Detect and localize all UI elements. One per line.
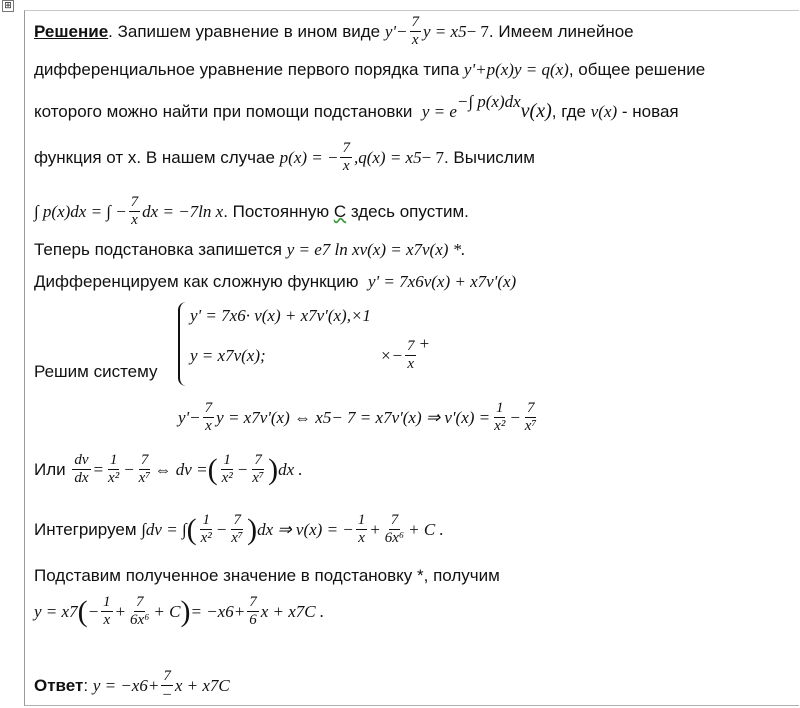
math-text: 7	[233, 512, 241, 528]
math-text: x⁷	[231, 530, 244, 546]
fraction	[492, 400, 507, 435]
parenthesis: )	[180, 594, 191, 628]
math-text: Теперь подстановка запишется	[34, 240, 282, 259]
math-text: 7	[225, 346, 234, 365]
line-7	[34, 272, 516, 292]
math-text: Или	[34, 459, 66, 479]
math-text: Решим систему	[34, 362, 158, 381]
math-text: ∫dv = ∫	[141, 519, 187, 539]
math-text: x	[407, 356, 415, 372]
math-text: +	[369, 519, 381, 539]
math-text: v(x) = x	[359, 240, 414, 259]
math-text: + C .	[408, 519, 444, 539]
fraction	[161, 668, 173, 703]
math-text: v(x);	[233, 346, 266, 365]
math-text: дифференциальное уравнение первого порядка типа	[34, 60, 460, 79]
fraction	[229, 512, 245, 547]
math-text: 7	[69, 601, 78, 621]
fraction	[405, 338, 417, 373]
math-text: 7 ln x	[321, 240, 360, 259]
math-text: C	[218, 675, 230, 695]
fraction	[101, 594, 113, 629]
math-text: 6	[139, 675, 148, 695]
line-12	[34, 566, 500, 586]
math-text: y = e	[286, 240, 322, 259]
math-text: 7	[406, 338, 415, 354]
math-text: y' = 7x	[190, 306, 238, 325]
line-13	[34, 594, 324, 629]
math-text: 7	[526, 400, 535, 416]
line-9	[178, 400, 541, 435]
math-text: 6x⁶	[130, 612, 150, 628]
line-5	[34, 194, 469, 229]
math-text: +	[147, 675, 160, 695]
math-text: dx ⇒ v(x) = −	[257, 519, 354, 539]
math-text: +	[114, 601, 127, 621]
math-text: 7	[390, 512, 399, 528]
math-text: y = x	[34, 601, 70, 621]
math-text: функция от x. В нашем случае	[34, 147, 275, 167]
math-text: + C	[153, 601, 181, 621]
math-text: 6x⁶	[384, 530, 405, 546]
math-text: x	[131, 212, 138, 228]
math-text: 7	[342, 140, 350, 156]
math-text: 6	[225, 601, 234, 621]
math-text: C .	[304, 601, 325, 621]
system-multiplier	[380, 333, 430, 373]
line-2	[34, 60, 705, 80]
math-text: 7	[209, 675, 219, 695]
system-brace	[178, 302, 190, 386]
math-text: ⇔ dv =	[154, 459, 208, 479]
math-text: 6	[249, 612, 257, 628]
math-text: y' = 7x	[368, 272, 416, 291]
math-text: 7	[249, 594, 257, 610]
math-text: y'−	[384, 21, 408, 41]
math-text: −	[123, 459, 135, 479]
parenthesis: )	[247, 512, 258, 546]
fraction	[250, 452, 266, 487]
line-4	[34, 140, 535, 175]
math-text: = −x	[190, 601, 226, 621]
math-text: x	[358, 530, 365, 546]
math-text: ∫ p(x)dx = ∫ −	[34, 201, 127, 221]
math-text: v(x) + x	[423, 272, 478, 291]
math-text: dx	[74, 470, 89, 486]
fraction	[203, 400, 215, 435]
fraction	[137, 452, 153, 487]
math-text: ,q(x) = x	[353, 147, 414, 167]
math-text: −	[509, 407, 521, 427]
math-text: x²	[221, 470, 233, 486]
math-text: −∫ p(x)dx	[456, 91, 521, 111]
math-text: v(x)	[520, 100, 552, 122]
math-text: − 7 = x	[331, 407, 384, 427]
system-row-1	[190, 306, 371, 326]
fraction	[220, 452, 235, 487]
math-text: 7	[254, 452, 262, 468]
math-text: y = x	[190, 346, 226, 365]
math-text: y = x	[216, 407, 252, 427]
solution-heading: Решение	[34, 21, 109, 41]
system-row-2	[190, 346, 266, 366]
math-text: ×−	[380, 345, 403, 365]
answer-label: Ответ	[34, 675, 84, 695]
line-11	[34, 512, 444, 547]
parenthesis: (	[207, 452, 218, 486]
math-text: 1	[202, 512, 210, 528]
line-10: Или $\frac{dv}{dx}$ = $\frac{1}{\text{x²}}$ − $\frac{7}{\text{x⁷}}$ ⇔ dv = ( $\frac{1}{\text{x²}}$ − $\frac{7}{\text{x⁷}}$ ) dx .	[34, 452, 303, 486]
math-text: 7	[163, 668, 171, 684]
line-6	[34, 240, 465, 260]
math-text: x²	[494, 418, 506, 434]
math-text: +	[418, 333, 430, 353]
math-text: x	[342, 158, 350, 174]
math-text: 7	[295, 601, 305, 621]
math-text: , где	[551, 101, 587, 121]
fraction	[523, 400, 539, 435]
math-text: 7	[130, 194, 139, 210]
math-text: v'(x) ⇔ x	[259, 407, 323, 427]
fraction	[129, 194, 141, 229]
math-text: y'−	[178, 407, 201, 427]
math-text: dx .	[278, 459, 303, 479]
math-text: −	[215, 519, 228, 539]
math-text: −	[87, 601, 100, 621]
fraction	[72, 452, 90, 487]
math-text: C	[333, 201, 347, 221]
math-text: . Имеем линейное	[488, 21, 634, 41]
math-text: . Постоянную	[223, 201, 330, 221]
math-text: 7	[477, 272, 487, 291]
math-text: x⁷	[524, 418, 537, 434]
parenthesis: (	[77, 594, 88, 628]
math-text: y = x	[423, 21, 459, 41]
math-text: :	[83, 675, 89, 695]
math-text: p(x) = −	[279, 147, 339, 167]
line-1	[34, 14, 634, 49]
line-3	[34, 91, 679, 123]
parenthesis: )	[268, 452, 279, 486]
math-text: 7	[308, 306, 317, 325]
math-text: − 7	[466, 21, 489, 41]
fraction	[128, 594, 151, 629]
math-text: Дифференцируем как сложную функцию	[34, 272, 359, 291]
math-text: 7	[411, 14, 419, 30]
math-text: 5	[322, 407, 332, 427]
math-text: 5	[458, 21, 467, 41]
math-text: 1	[357, 512, 366, 528]
math-text: 6	[237, 306, 246, 325]
math-text: − 7	[421, 147, 444, 167]
math-text: y = −x	[92, 675, 140, 695]
math-text: , общее решение	[568, 60, 706, 79]
math-text: =	[92, 459, 105, 479]
math-text: y'+p(x)y = q(x)	[463, 60, 569, 79]
math-text: x	[205, 418, 212, 434]
math-text: - новая	[621, 101, 679, 121]
math-text: x	[411, 32, 419, 48]
math-text: . Запишем уравнение в ином виде	[108, 21, 381, 41]
math-text: 7	[140, 452, 149, 468]
math-text: здесь опустим.	[350, 201, 469, 221]
fraction	[410, 14, 422, 49]
math-text: x	[103, 612, 111, 628]
math-text: которого можно найти при помощи подстановки	[34, 101, 413, 121]
math-text: x⁷	[138, 470, 151, 486]
math-text: dv	[74, 452, 89, 468]
math-text: x⁷	[252, 470, 265, 486]
math-text: +	[233, 601, 246, 621]
math-text: y = e	[421, 101, 457, 121]
math-text: v'(x),×1	[316, 306, 371, 325]
math-text: Интегрируем	[34, 519, 137, 539]
parenthesis: (	[186, 512, 197, 546]
fraction	[199, 512, 214, 547]
math-text: 1	[495, 400, 504, 416]
fraction	[340, 140, 352, 175]
math-text: v'(x)	[486, 272, 517, 291]
math-text: 6	[415, 272, 424, 291]
math-text: Подставим полученное значение в подстановку *, получим	[34, 566, 500, 585]
math-text: v(x) *.	[422, 240, 466, 259]
math-text: x²	[200, 530, 212, 546]
math-text: 7	[135, 594, 144, 610]
math-text: dx = −7ln x	[142, 201, 224, 221]
math-text: 7	[251, 407, 260, 427]
math-text: 7	[383, 407, 392, 427]
math-text: v'(x) ⇒ v'(x) =	[391, 407, 491, 427]
math-text: 1	[103, 594, 111, 610]
fraction	[106, 452, 121, 487]
fraction	[356, 512, 368, 547]
system-label	[34, 362, 158, 382]
math-text: 5	[413, 147, 422, 167]
math-text: . Вычислим	[443, 147, 535, 167]
fraction	[383, 512, 406, 547]
answer-line	[34, 668, 230, 703]
math-text: · v(x) + x	[245, 306, 309, 325]
math-text: x + x	[174, 675, 210, 695]
math-text: x²	[108, 470, 120, 486]
math-text: v(x)	[590, 101, 618, 121]
math-text: 7	[204, 400, 213, 416]
math-text: x + x	[260, 601, 296, 621]
math-text: –	[163, 686, 171, 702]
math-text: 1	[109, 452, 118, 468]
math-text: 1	[223, 452, 231, 468]
fraction	[247, 594, 259, 629]
math-text: 7	[413, 240, 422, 259]
table-move-handle-icon[interactable]: ⊞	[2, 0, 14, 12]
